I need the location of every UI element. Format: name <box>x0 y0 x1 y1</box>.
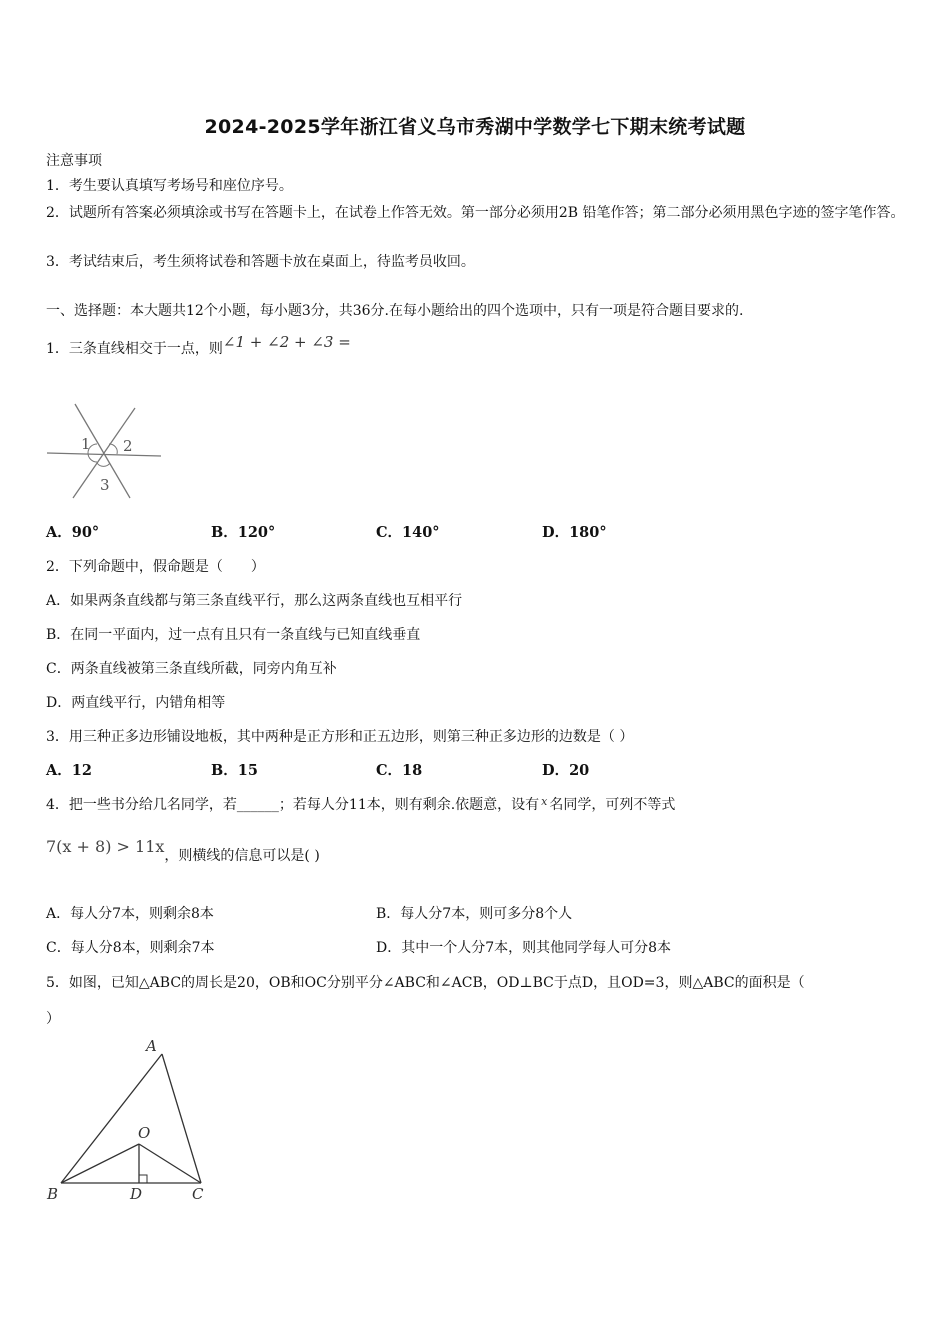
q5-label-a: A <box>146 1037 157 1055</box>
q1-label-2: 2 <box>123 437 133 455</box>
q3-option-a: A．12 <box>46 762 92 779</box>
q4-option-d: D．其中一个人分7本，则其他同学每人可分8本 <box>376 940 672 956</box>
q1-option-a: A．90° <box>46 524 100 541</box>
q4-stem-a: 4．把一些书分给几名同学，若______；若每人分11本，则有剩余.依题意，设有 <box>46 797 540 813</box>
notice-item-2: 2．试题所有答案必须填涂或书写在答题卡上，在试卷上作答无效。第一部分必须用2B 铅笔作答；第二部分必须用黑色字迹的签字笔作答。 <box>46 205 905 221</box>
q3-stem: 3．用三种正多边形铺设地板，其中两种是正方形和正五边形，则第三种正多边形的边数是（ ） <box>46 729 634 745</box>
q1-option-c: C．140° <box>376 524 440 541</box>
q1-expr: ∠1 + ∠2 + ∠3 = <box>222 333 351 351</box>
q1-option-d: D．180° <box>542 524 607 541</box>
q4-stem-c: ，则横线的信息可以是( ) <box>164 848 320 864</box>
q4-option-b: B．每人分7本，则可多分8个人 <box>376 906 573 922</box>
q5-stem-end: ） <box>46 1011 60 1027</box>
q1-label-1: 1 <box>81 435 91 453</box>
q5-figure <box>44 1036 209 1206</box>
q5-label-b: B <box>47 1185 59 1203</box>
q3-option-b: B．15 <box>211 762 258 779</box>
page-title: 2024-2025学年浙江省义乌市秀湖中学数学七下期末统考试题 <box>204 116 746 138</box>
q2-option-c: C．两条直线被第三条直线所截，同旁内角互补 <box>46 661 337 677</box>
q1-figure <box>45 400 165 504</box>
q3-option-c: C．18 <box>376 762 423 779</box>
notice-item-3: 3．考试结束后，考生须将试卷和答题卡放在桌面上，待监考员收回。 <box>46 254 475 270</box>
q2-option-b: B．在同一平面内，过一点有且只有一条直线与已知直线垂直 <box>46 627 421 643</box>
q3-option-d: D．20 <box>542 762 590 779</box>
q5-label-d: D <box>130 1185 143 1203</box>
q4-var: x <box>541 795 548 808</box>
q4-inequality-line <box>46 837 320 865</box>
section-heading: 一、选择题：本大题共12个小题，每小题3分，共36分.在每小题给出的四个选项中，只有一项是符合题目要求的. <box>46 303 744 319</box>
q4-stem <box>46 795 675 816</box>
q4-inequality: 7(x + 8) > 11x <box>46 837 165 856</box>
q1-stem <box>46 333 351 359</box>
q2-stem: 2．下列命题中，假命题是（ ） <box>46 559 265 575</box>
q4-stem-b: 名同学，可列不等式 <box>549 797 676 813</box>
q1-label-3: 3 <box>100 476 110 494</box>
q2-option-a: A．如果两条直线都与第三条直线平行，那么这两条直线也互相平行 <box>46 593 463 609</box>
notice-heading: 注意事项 <box>46 153 102 169</box>
q5-label-o: O <box>138 1124 151 1142</box>
notice-item-1: 1．考生要认真填写考场号和座位序号。 <box>46 178 293 194</box>
q1-stem-text: 1．三条直线相交于一点，则 <box>46 341 223 357</box>
q5-label-c: C <box>192 1185 204 1203</box>
q4-option-a: A．每人分7本，则剩余8本 <box>46 906 214 922</box>
q4-option-c: C．每人分8本，则剩余7本 <box>46 940 215 956</box>
q5-stem: 5．如图，已知△ABC的周长是20，OB和OC分别平分∠ABC和∠ACB，OD⊥BC于点D，且OD=3，则△ABC的面积是（ <box>46 975 805 991</box>
q1-option-b: B．120° <box>211 524 276 541</box>
q2-option-d: D．两直线平行，内错角相等 <box>46 695 226 711</box>
